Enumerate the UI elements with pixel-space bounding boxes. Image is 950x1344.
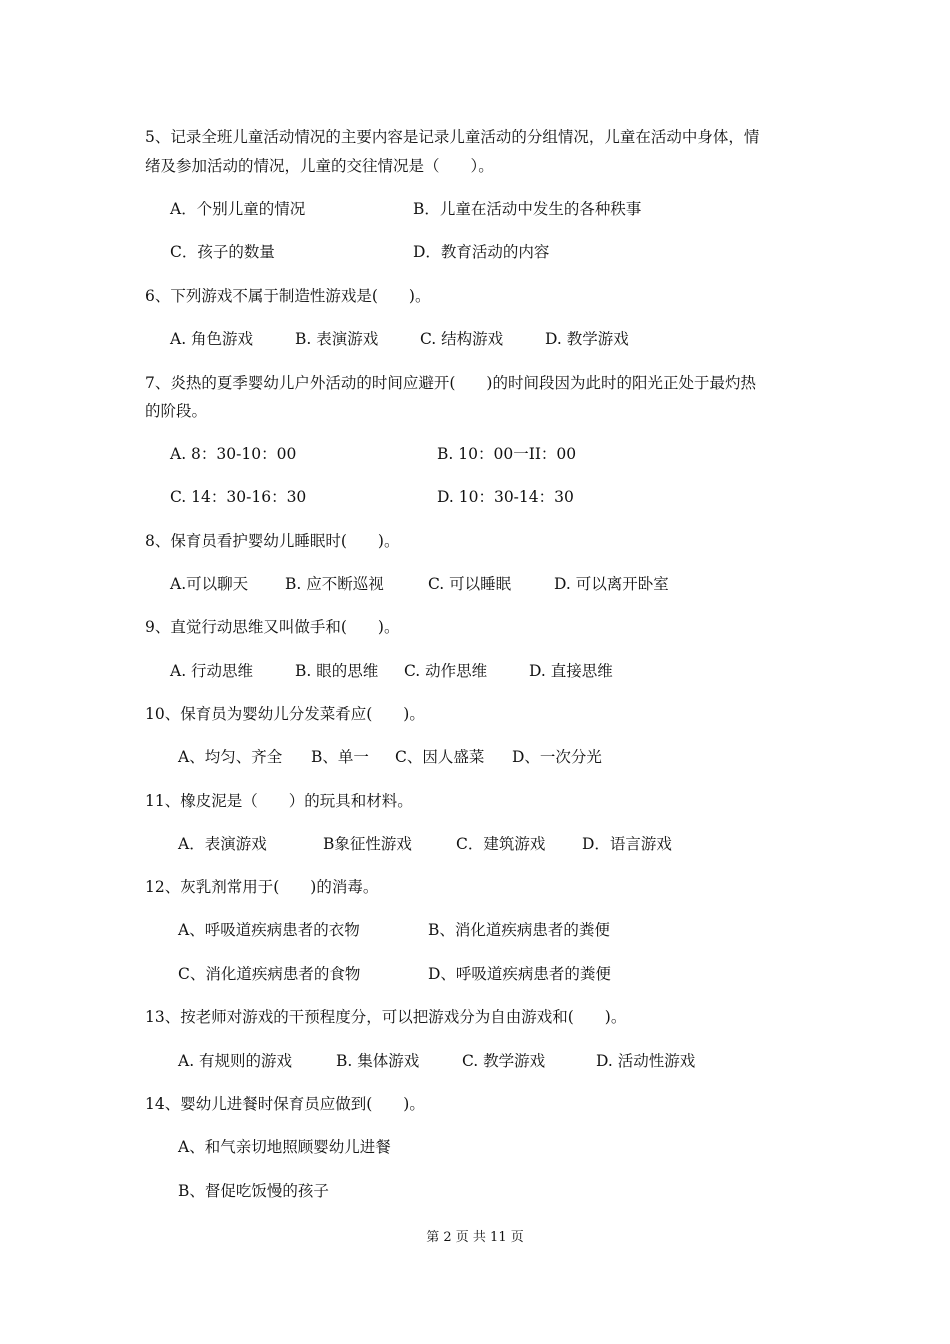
question-14-stem: 14、婴幼儿进餐时保育员应做到( )。 [145,1095,425,1113]
question-7-option-c: C. 14：30-16：30 [170,488,307,506]
question-8-option-a: A.可以聊天 [170,575,249,593]
question-5-option-a: A．个别儿童的情况 [170,200,306,218]
question-9-option-a: A. 行动思维 [170,662,254,680]
question-11-option-c: C．建筑游戏 [456,835,546,853]
question-8-option-d: D. 可以离开卧室 [554,575,669,593]
question-8-option-c: C. 可以睡眠 [428,575,512,593]
question-9-option-d: D. 直接思维 [529,662,613,680]
question-5-option-c: C．孩子的数量 [170,243,275,261]
question-5-option-b: B．儿童在活动中发生的各种秩事 [413,200,642,218]
question-12-option-a: A、呼吸道疾病患者的衣物 [178,921,360,939]
question-9-stem: 9、直觉行动思维又叫做手和( )。 [145,618,400,636]
question-12-option-d: D、呼吸道疾病患者的粪便 [428,965,611,983]
question-10-option-d: D、一次分光 [512,748,602,766]
question-13-option-d: D. 活动性游戏 [596,1052,696,1070]
question-14-option-b: B、督促吃饭慢的孩子 [178,1182,329,1200]
question-11-stem: 11、橡皮泥是（ ）的玩具和材料。 [145,792,413,810]
question-7-stem-line-2: 的阶段。 [145,402,208,420]
question-5-stem-line-1: 5、记录全班儿童活动情况的主要内容是记录儿童活动的分组情况，儿童在活动中身体，情 [145,128,760,146]
question-11-option-a: A．表演游戏 [178,835,267,853]
question-11-option-b: B象征性游戏 [323,835,412,853]
question-12-stem: 12、灰乳剂常用于( )的消毒。 [145,878,379,896]
question-7-stem-line-1: 7、炎热的夏季婴幼儿户外活动的时间应避开( )的时间段因为此时的阳光正处于最灼热 [145,374,756,392]
question-9-option-b: B. 眼的思维 [295,662,379,680]
question-10-stem: 10、保育员为婴幼儿分发菜肴应( )。 [145,705,425,723]
question-10-option-a: A、均匀、齐全 [178,748,283,766]
question-7-option-b: B. 10：00一II：00 [437,445,577,463]
question-12-option-b: B、消化道疾病患者的粪便 [428,921,610,939]
question-9-option-c: C. 动作思维 [404,662,488,680]
question-8-stem: 8、保育员看护婴幼儿睡眠时( )。 [145,532,400,550]
question-5-option-d: D．教育活动的内容 [413,243,550,261]
question-13-option-b: B. 集体游戏 [336,1052,420,1070]
question-8-option-b: B. 应不断巡视 [285,575,384,593]
page-number-footer: 第 2 页 共 11 页 [426,1230,524,1245]
question-11-option-d: D．语言游戏 [582,835,672,853]
question-13-option-a: A. 有规则的游戏 [178,1052,293,1070]
question-6-stem: 6、下列游戏不属于制造性游戏是( )。 [145,287,431,305]
question-5-stem-line-2: 绪及参加活动的情况，儿童的交往情况是（ ）。 [145,157,494,175]
question-13-option-c: C. 教学游戏 [462,1052,546,1070]
question-10-option-b: B、单一 [311,748,369,766]
question-6-option-d: D. 教学游戏 [545,330,629,348]
question-7-option-d: D. 10：30-14：30 [437,488,574,506]
question-12-option-c: C、消化道疾病患者的食物 [178,965,361,983]
question-6-option-b: B. 表演游戏 [295,330,379,348]
question-6-option-a: A. 角色游戏 [170,330,254,348]
question-14-option-a: A、和气亲切地照顾婴幼儿进餐 [178,1138,391,1156]
question-7-option-a: A. 8：30-10：00 [170,445,297,463]
question-10-option-c: C、因人盛菜 [395,748,485,766]
question-13-stem: 13、按老师对游戏的干预程度分，可以把游戏分为自由游戏和( )。 [145,1008,627,1026]
question-6-option-c: C. 结构游戏 [420,330,504,348]
